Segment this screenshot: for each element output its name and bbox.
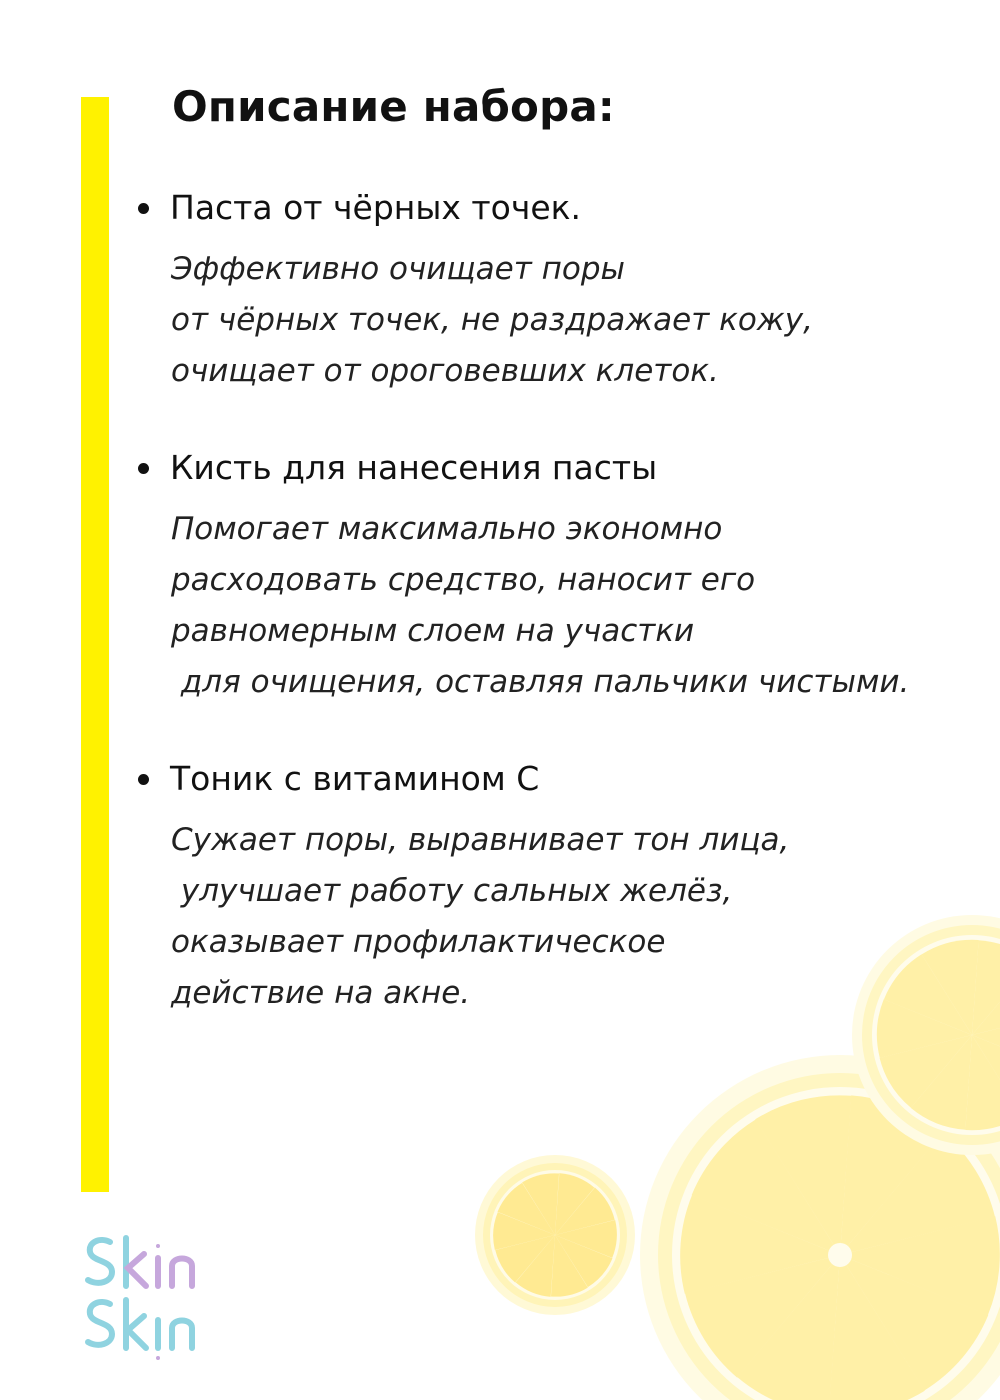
description-line: действие на акне. xyxy=(171,975,471,1011)
description-line: Эффективно очищает поры xyxy=(171,251,626,287)
skinskin-logo xyxy=(82,1232,212,1362)
description-line: оказывает профилактическое xyxy=(171,924,666,960)
description-line: улучшает работу сальных желёз, xyxy=(171,873,733,909)
item-name: Паста от чёрных точек. xyxy=(170,188,582,227)
description-line: расходовать средство, наносит его xyxy=(171,562,756,598)
lemon-slice-small xyxy=(475,1155,635,1315)
item-name: Кисть для нанесения пасты xyxy=(170,448,658,487)
description-line: от чёрных точек, не раздражает кожу, xyxy=(171,302,813,338)
description-line: Помогает максимально экономно xyxy=(171,511,723,547)
description-line: Сужает поры, выравнивает тон лица, xyxy=(171,822,790,858)
item-name: Тоник с витамином С xyxy=(170,759,540,798)
page-title: Описание набора: xyxy=(172,82,615,131)
description-line: для очищения, оставляя пальчики чистыми. xyxy=(171,664,910,700)
description-line: равномерным слоем на участки xyxy=(171,613,695,649)
description-line: очищает от ороговевших клеток. xyxy=(171,353,719,389)
